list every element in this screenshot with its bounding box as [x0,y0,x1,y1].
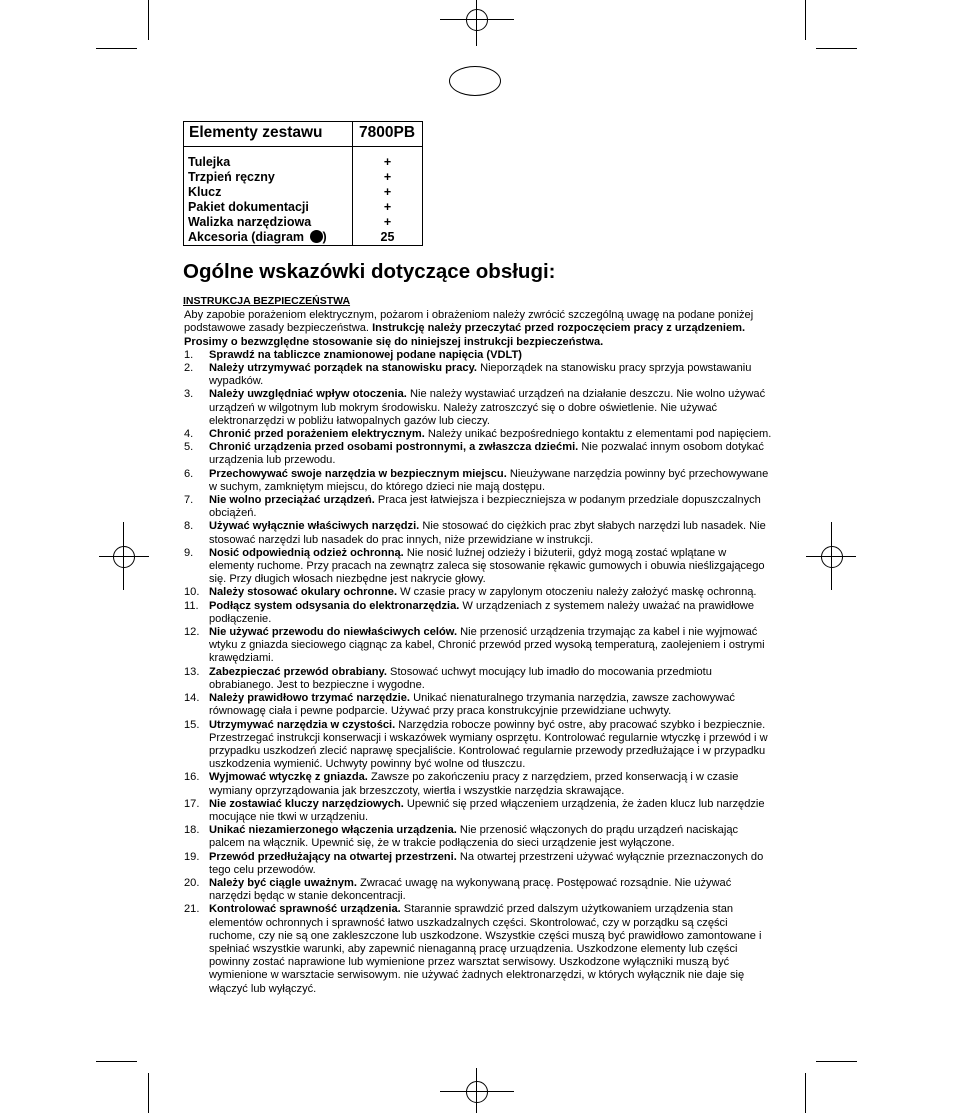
list-item [183,547,773,587]
table-row [184,185,422,200]
item-text: Upewnić się przed włączeniem urządzenia, że żaden klucz lub narzędzie mocujące nie tkwi w urządzeniu. [209,797,765,823]
item-bold-text: Należy uwzględniać wpływ otoczenia. [209,388,407,401]
item-text: Narzędzia robocze powinny być ostre, aby pracować szybko i bezpiecznie. Przestrzegać instrukcji konserwacji i wskazówek wymiany osprzętu. Kontrolować regularnie wtyczkę i przewód i w przypadku uszkodzeń zlecić naprawę specjaliście. Kontrolować regularnie przewody przedłużające i w przypadku uszkodzenia wymienić. Uchwyty powinny być wolne od tłuszczu. [209,718,768,771]
item-number: 11. [184,599,199,612]
item-bold-text: Nosić odpowiednią odzież ochronną. [209,546,404,559]
crop-mark-bl-v [148,1073,149,1113]
list-item [183,441,773,467]
item-text: Unikać nienaturalnego trzymania narzędzia, zawsze zachowywać równowagę ciała i pewne podparcie. Używać przy praca konstrukcyjnie przewidziane uchwyty. [209,692,735,718]
item-number: 8. [184,520,194,533]
language-oval-marker [449,66,501,96]
item-text: Stosować uchwyt mocujący lub imadło do mocowania przedmiotu obrabianego. Jest to bezpieczne i wygodne. [209,665,712,691]
table-row [184,155,422,170]
list-item [183,428,773,441]
kit-item-value: + [383,155,392,169]
kit-item-value: + [383,200,392,214]
item-text: Nie przenosić urządzenia trzymając za kabel i nie wyjmować wtyku z gniazda sieciowego ciągnąc za kabel, Chronić przewód przed wysoką temperaturą, zaolejeniem i ostrymi krawędziami. [209,626,765,665]
intro-paragraph [184,309,773,349]
table-row [184,215,422,230]
item-bold-text: Należy być ciągle uważnym. [209,876,357,889]
item-text: Praca jest łatwiejsza i bezpieczniejsza w podanym przedziale dopuszczalnych obciążeń. [209,494,761,520]
safety-instructions [183,295,773,996]
item-number: 13. [184,665,200,678]
list-item [183,626,773,666]
crop-mark-tl-v [148,0,149,40]
item-text: Nie nosić luźnej odzieży i biżuterii, gdyż mogą zostać wplątane w elementy ruchome. Przy pracach na zewnątrz zaleca się stosowanie rękawic gumowych i obuwia nieślizgającego się. Przy długich włosach niezbędne jest nakrycie głowy. [209,546,765,586]
kit-contents-table [183,121,423,246]
kit-table-header-model: 7800PB [359,124,416,141]
item-text: Nieporządek na stanowisku pracy sprzyja powstawaniu wypadków. [209,362,752,388]
filled-circle-icon [310,230,323,243]
item-number: 19. [184,850,200,863]
kit-item-name-suffix: ) [322,230,327,244]
item-number: 15. [184,718,200,731]
kit-item-name: Klucz [188,185,222,199]
kit-item-name: Trzpień ręczny [188,170,275,184]
item-text: Na otwartej przestrzeni używać wyłącznie przeznaczonych do tego celu przewodów. [209,850,764,876]
item-number: 7. [184,494,194,507]
item-number: 16. [184,771,200,784]
list-item [183,851,773,877]
item-bold-text: Nie używać przewodu do niewłaściwych celów. [209,626,458,639]
section-heading: INSTRUKCJA BEZPIECZEŃSTWA [183,295,351,307]
item-number: 3. [184,388,194,401]
list-item [183,600,773,626]
kit-item-name: Tulejka [188,155,231,169]
item-number: 5. [184,441,194,454]
item-number: 17. [184,797,200,810]
crop-mark-br-v [805,1073,806,1113]
list-item [183,798,773,824]
item-bold-text: Chronić urządzenia przed osobami postronnymi, a zwłaszcza dziećmi. [209,441,579,454]
item-text: Nie pozwalać innym osobom dotykać urządzenia lub przewodu. [209,441,764,467]
list-item [183,494,773,520]
page-title: Ogólne wskazówki dotyczące obsługi: [183,260,556,283]
kit-item-value: + [383,170,392,184]
item-bold-text: Należy stosować okulary ochronne. [209,586,398,599]
list-item [183,771,773,797]
crop-mark-tl-h [96,48,137,49]
list-item [183,903,773,995]
item-bold-text: Przechowywać swoje narzędzia w bezpiecznym miejscu. [209,467,507,480]
item-text: Nie należy wystawiać urządzeń na działanie deszczu. Nie wolno używać urządzeń w wilgotnym lub mokrym środowisku. Należy zatroszczyć się o dobre oświetlenie. Nie używać elektronarzędzi w pobliżu łatwopalnych gazów lub cieczy. [209,388,766,427]
crop-mark-tr-h [816,48,857,49]
crop-mark-bl-h [96,1061,137,1062]
crop-mark-br-h [816,1061,857,1062]
list-item [183,349,773,362]
item-text: Nieużywane narzędzia powinny być przechowywane w suchym, zamkniętym miejscu, do którego dzieci nie mają dostępu. [209,467,769,493]
intro-bold-text: Instrukcję należy przeczytać przed rozpoczęciem pracy z urządzeniem. Prosimy o bezwzględne stosowanie się do niniejszej instrukcji bezpieczeństwa. [184,322,746,348]
item-bold-text: Nie zostawiać kluczy narzędziowych. [209,797,404,810]
kit-item-name [188,230,327,245]
kit-item-name: Pakiet dokumentacji [188,200,309,214]
kit-table-header-name: Elementy zestawu [189,124,323,141]
item-text: Zwracać uwagę na wykonywaną pracę. Postępować rozsądnie. Nie używać narzędzi będąc w stanie dekoncentracji. [209,876,732,903]
item-bold-text: Używać wyłącznie właściwych narzędzi. [209,520,420,533]
kit-item-value: 25 [380,230,395,244]
item-number: 9. [184,546,194,559]
item-bold-text: Utrzymywać narzędzia w czystości. [209,718,396,731]
intro-text: Aby zapobie porażeniom elektrycznym, pożarom i obrażeniom należy zwrócić szczególną uwagę na podane poniżej podstawowe zasady bezpieczeństwa. [184,309,754,335]
item-number: 12. [184,626,200,639]
item-number: 18. [184,824,200,837]
item-bold-text: Chronić przed porażeniem elektrycznym. [209,428,425,441]
list-item [183,586,773,599]
item-bold-text: Unikać niezamierzonego włączenia urządzenia. [209,824,457,837]
instruction-list [183,349,773,996]
list-item [183,666,773,692]
item-text: Nie stosować do ciężkich prac zbyt słabych narzędzi lub nasadek. Nie stosować narzędzi lub nasadek do prac innych, niże przewidziane w instrukcji. [209,520,766,546]
item-number: 10. [184,586,200,599]
crop-mark-tr-v [805,0,806,40]
item-bold-text: Sprawdź na tabliczce znamionowej podane napięcia (VDLT) [209,348,522,361]
item-number: 4. [184,428,194,441]
item-bold-text: Kontrolować sprawność urządzenia. [209,903,401,916]
item-bold-text: Wyjmować wtyczkę z gniazda. [209,771,368,784]
item-number: 21. [184,903,200,916]
kit-table-rows [184,155,422,245]
item-bold-text: Podłącz system odsysania do elektronarzędzia. [209,599,460,612]
item-number: 1. [184,348,194,361]
list-item [183,719,773,772]
item-number: 14. [184,692,200,705]
list-item [183,468,773,494]
item-bold-text: Należy prawidłowo trzymać narzędzie. [209,692,410,705]
table-row [184,170,422,185]
kit-item-name-text: Akcesoria (diagram [188,230,305,244]
table-row [184,230,422,245]
list-item [183,692,773,718]
item-text: W czasie pracy w zapylonym otoczeniu należy założyć maskę ochronną. [397,586,757,599]
item-number: 6. [184,467,194,480]
item-number: 2. [184,362,194,375]
table-row [184,200,422,215]
kit-item-name: Walizka narzędziowa [188,215,312,229]
item-text: Należy unikać bezpośredniego kontaktu z elementami pod napięciem. [424,428,772,441]
item-text: Starannie sprawdzić przed dalszym użytkowaniem urządzenia stan elementów ochronnych i sprawność łatwo uszkadzalnych części. Skontrolować, czy w porządku są części ruchome, czy nie są one zakleszczone lub uszkodzone. Wszystkie części muszą być prawidłowo zamontowane i spełniać wszystkie warunki, aby zapewnić nienaganną pracę urzuądzenia. Uszkodzone elementy lub części powinny zostać naprawione lub wymienione przez warsztat serwisowy. Uszkodzone wyłączniki muszą być wymienione w warsztacie serwisowym. nie używać żadnych elektronarzędzi, w których wyłącznik nie daje się włączyć lub wyłączyć. [209,903,762,995]
item-bold-text: Przewód przedłużający na otwartej przestrzeni. [209,850,457,863]
item-bold-text: Należy utrzymywać porządek na stanowisku pracy. [209,362,477,375]
list-item [183,824,773,850]
item-text: W urządzeniach z systemem należy uważać na prawidłowe podłączenie. [209,599,755,625]
list-item [183,520,773,546]
item-text: Zawsze po zakończeniu pracy z narzędziem, przed konserwacją i w czasie wymiany oprzyrządowania jak brzeszczoty, wiertła i wszystkie narzędzia skrawające. [209,771,739,797]
kit-item-value: + [383,215,392,229]
list-item [183,362,773,388]
list-item [183,388,773,428]
item-text: Nie przenosić włączonych do prądu urządzeń naciskając palcem na włącznik. Upewnić się, że w trakcie podłączenia do sieci urządzenie jest wyłączone. [209,824,739,850]
list-item [183,877,773,903]
kit-item-value: + [383,185,392,199]
item-bold-text: Zabezpieczać przewód obrabiany. [209,665,387,678]
item-number: 20. [184,876,200,889]
item-bold-text: Nie wolno przeciążać urządzeń. [209,494,375,507]
